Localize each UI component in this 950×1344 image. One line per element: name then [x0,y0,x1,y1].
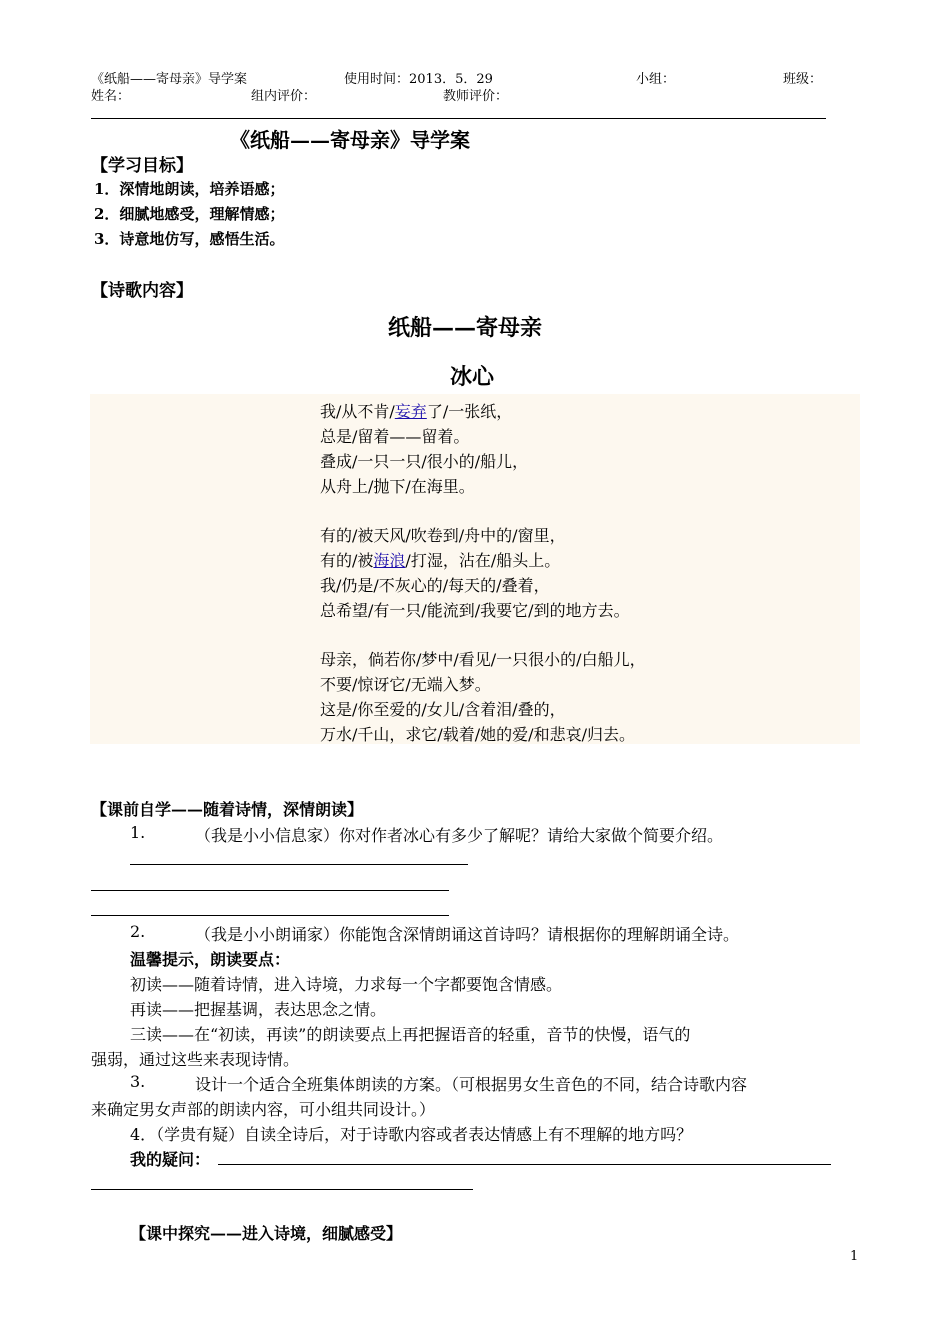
poem-line-5: 有的/被天风/吹卷到/舟中的/窗里， [320,526,566,545]
tip-3-line-2: 强弱，通过这些来表现诗情。 [91,1050,300,1069]
poem-line-6: 有的/被海浪/打湿，沾在/船头上。 [320,551,561,570]
tip-1: 初读——随着诗情，进入诗境，力求每一个字都要饱含情感。 [130,975,563,994]
header-time: 使用时间：2013．5．29 [344,72,493,87]
header-group: 小组： [636,72,676,87]
q1-answer-line-2[interactable] [91,890,449,891]
my-question-answer-line-2[interactable] [91,1189,473,1190]
poem-line-8: 总希望/有一只/能流到/我要它/到的地方去。 [320,601,630,620]
q1-number: 1. [130,823,146,842]
q3-text-line-1: 设计一个适合全班集体朗读的方案。（可根据男女生音色的不同，结合诗歌内容 [195,1075,748,1094]
q1-text: （我是小小信息家）你对作者冰心有多少了解呢？请给大家做个简要介绍。 [195,826,724,845]
poem-line-9: 母亲，倘若你/梦中/看见/一只很小的/白船儿， [320,650,646,669]
poem-title: 纸船——寄母亲 [388,315,543,341]
poem-line-12: 万水/千山，求它/载着/她的爱/和悲哀/归去。 [320,725,635,744]
page-number: 1 [850,1249,859,1264]
header-divider [91,118,826,119]
q3-text-line-2: 来确定男女声部的朗读内容，可小组共同设计。） [91,1100,436,1119]
link-wangqi[interactable]: 妄弃 [394,402,427,421]
poem-line-1: 我/从不肯/妄弃了/一张纸， [320,402,513,421]
q3-number: 3. [130,1072,146,1091]
poem-line-7: 我/仍是/不灰心的/每天的/叠着， [320,576,550,595]
page-title: 《纸船——寄母亲》导学案 [230,128,470,152]
goal-item-2: 2．细腻地感受，理解情感； [94,205,285,223]
header-teacher-eval: 教师评价： [443,89,509,104]
tip-3-line-1: 三读——在“初读，再读”的朗读要点上再把握语音的轻重，音节的快慢，语气的 [130,1025,691,1044]
poem-line-3: 叠成/一只一只/很小的/船儿， [320,452,529,471]
header-peer-eval: 组内评价： [251,89,317,104]
preclass-heading: 【课前自学——随着诗情，深情朗读】 [91,800,364,819]
tip-2: 再读——把握基调，表达思念之情。 [130,1000,387,1019]
header-doc-name: 《纸船——寄母亲》导学案 [91,72,248,87]
my-question-answer-line-1[interactable] [218,1164,831,1165]
my-question-label: 我的疑问： [130,1150,211,1169]
poem-line-2: 总是/留着——留着。 [320,427,470,446]
poem-line-11: 这是/你至爱的/女儿/含着泪/叠的， [320,700,566,719]
poem-author: 冰心 [450,364,495,390]
header-class: 班级： [783,72,823,87]
q4-text: 4．（学贵有疑）自读全诗后，对于诗歌内容或者表达情感上有不理解的地方吗？ [130,1125,693,1144]
poem-line-4: 从舟上/抛下/在海里。 [320,477,475,496]
header-name: 姓名： [91,89,131,104]
q2-text: （我是小小朗诵家）你能饱含深情朗诵这首诗吗？请根据你的理解朗诵全诗。 [195,925,740,944]
q1-answer-line-1[interactable] [130,864,468,865]
q1-answer-line-3[interactable] [91,915,449,916]
goal-item-3: 3．诗意地仿写，感悟生活。 [94,230,285,248]
link-hailang[interactable]: 海浪 [373,551,406,570]
poem-section-heading: 【诗歌内容】 [91,281,193,301]
tip-heading: 温馨提示，朗读要点： [130,950,291,969]
q2-number: 2. [130,922,146,941]
goals-heading: 【学习目标】 [91,156,193,176]
goal-item-1: 1．深情地朗读，培养语感； [94,180,285,198]
inclass-heading: 【课中探究——进入诗境，细腻感受】 [130,1224,403,1243]
poem-line-10: 不要/惊讶它/无端入梦。 [320,675,491,694]
